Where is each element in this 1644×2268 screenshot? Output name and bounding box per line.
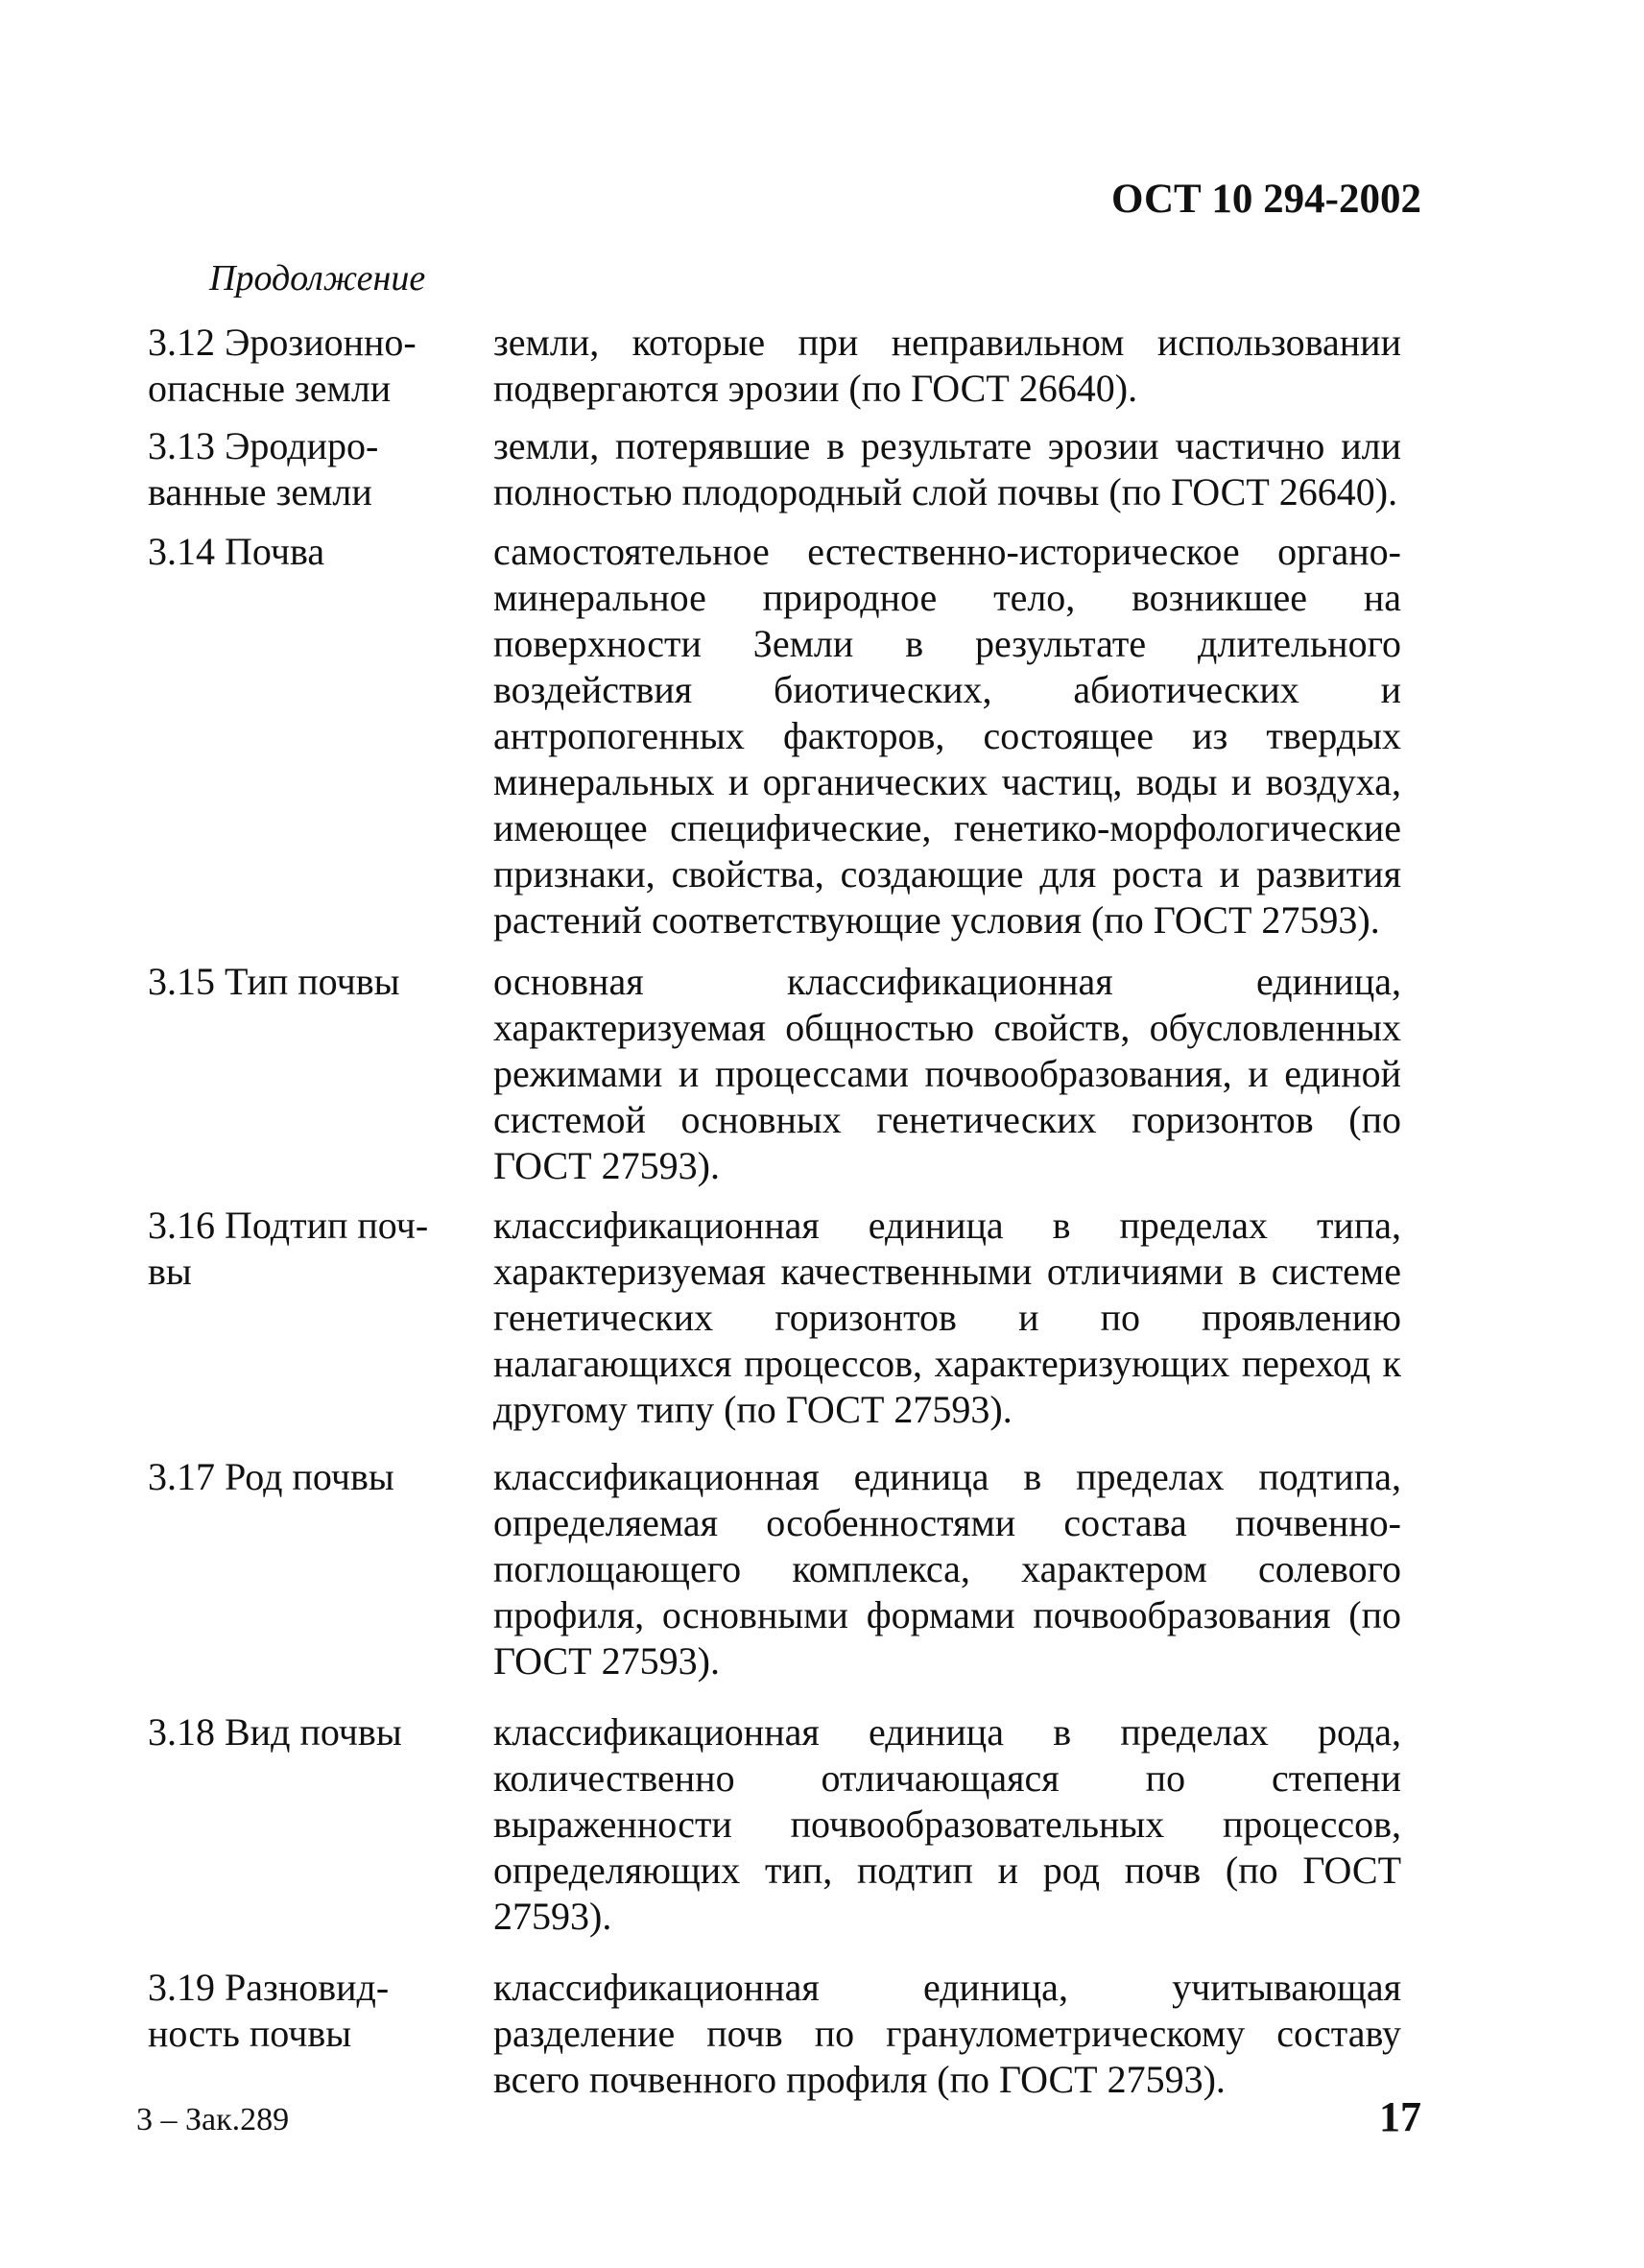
term-name: 3.15 Тип почвы — [148, 960, 400, 1003]
term-name: 3.12 Эрозионно- опасные земли — [148, 321, 417, 410]
continuation-label: Продолжение — [209, 258, 426, 298]
term-name: 3.13 Эродиро- ванные земли — [148, 424, 379, 513]
term-definition: классификационная единица в пределах подтипа, определяемая особенностями состава почвенно-поглощающего комплекса, характером солевого профиля, основными формами почвообразования (по ГОСТ 27593). — [493, 1455, 1401, 1683]
term-definition: классификационная единица, учитывающая разделение почв по гранулометрическому составу всего почвенного профиля (по ГОСТ 27593). — [493, 1966, 1401, 2101]
order-mark: 3 – Зак.289 — [136, 2102, 290, 2137]
term-entry-3-19 — [148, 1965, 1401, 2103]
term-entry-3-12 — [148, 320, 1401, 412]
term-entry-3-14 — [148, 529, 1401, 943]
document-code: ОСТ 10 294-2002 — [1110, 177, 1421, 222]
term-entry-3-17 — [148, 1454, 1401, 1684]
page-number: 17 — [1379, 2093, 1421, 2140]
term-definition: классификационная единица в пределах рода, количественно отличающаяся по степени выраженности почвообразовательных процессов, определяющих тип, подтип и род почв (по ГОСТ 27593). — [493, 1710, 1401, 1938]
term-entry-3-16 — [148, 1203, 1401, 1433]
term-definition: основная классификационная единица, характеризуемая общностью свойств, обусловленных режимами и процессами почвообразования, и единой системой основных генетических горизонтов (по ГОСТ 27593). — [493, 960, 1401, 1187]
term-entry-3-13 — [148, 423, 1401, 515]
term-definition: классификационная единица в пределах типа, характеризуемая качественными отличиями в системе генетических горизонтов и по проявлению налагающихся процессов, характеризующих переход к другому типу (по ГОСТ 27593). — [493, 1204, 1401, 1431]
term-definition: земли, которые при неправильном использовании подвергаются эрозии (по ГОСТ 26640). — [493, 321, 1401, 410]
term-definition: земли, потерявшие в результате эрозии частично или полностью плодородный слой почвы (по ГОСТ 26640). — [493, 424, 1401, 513]
term-entry-3-15 — [148, 959, 1401, 1189]
terms-list — [148, 320, 1401, 2103]
term-name: 3.19 Разновид- ность почвы — [148, 1966, 390, 2055]
term-name: 3.16 Подтип поч- вы — [148, 1204, 429, 1293]
term-entry-3-18 — [148, 1709, 1401, 1940]
term-definition: самостоятельное естественно-историческое органо-минеральное природное тело, возникшее на поверхности Земли в результате длительного воздействия биотических, абиотических и антропогенных факторов, состоящее из твердых минеральных и органических частиц, воды и воздуха, имеющее специфические, генетико-морфологические признаки, свойства, создающие для роста и развития растений соответствующие условия (по ГОСТ 27593). — [493, 530, 1401, 942]
term-name: 3.14 Почва — [148, 530, 325, 573]
term-name: 3.18 Вид почвы — [148, 1710, 402, 1754]
term-name: 3.17 Род почвы — [148, 1455, 394, 1498]
